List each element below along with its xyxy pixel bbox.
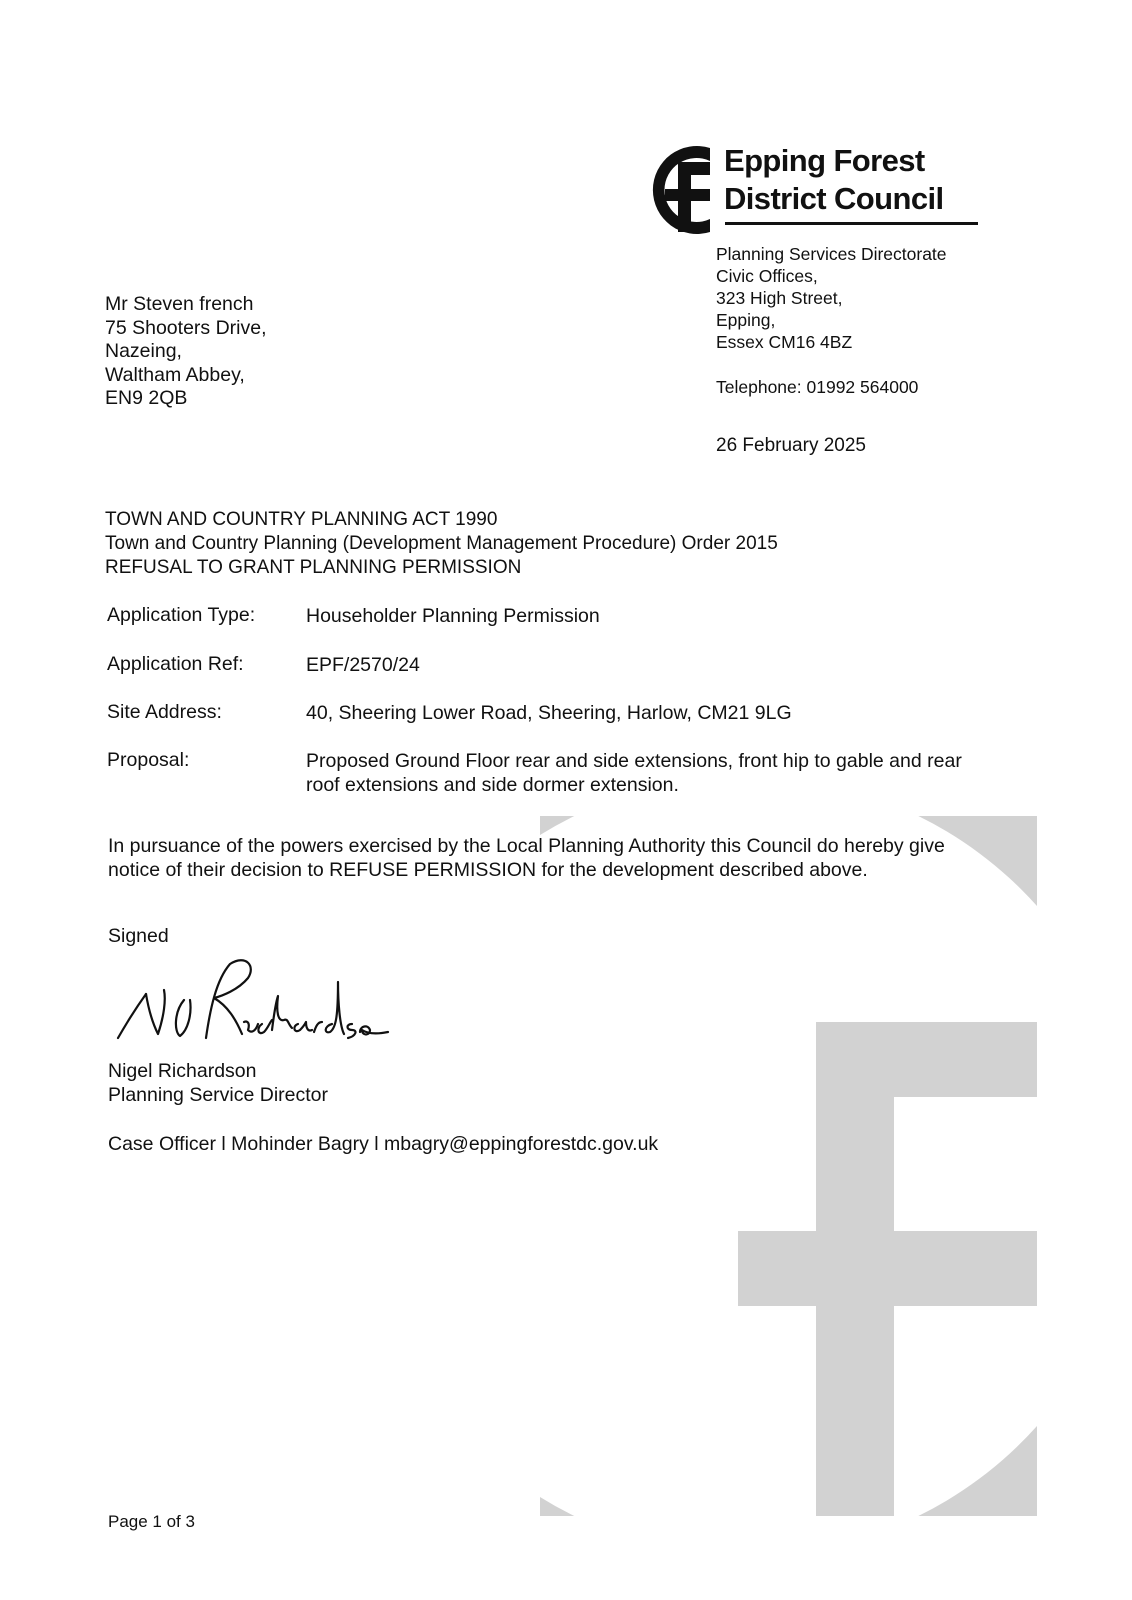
address-line: Planning Services Directorate xyxy=(716,244,947,264)
council-logo xyxy=(638,140,978,236)
recipient-line: Mr Steven french xyxy=(105,293,254,315)
recipient-line: Waltham Abbey, xyxy=(105,363,245,386)
address-line: Epping, xyxy=(716,310,776,330)
site-address-label: Site Address: xyxy=(107,701,222,723)
recipient-address xyxy=(105,293,267,411)
council-name-line: District Council xyxy=(724,181,944,216)
heading-line: Town and Country Planning (Development Management Procedure) Order 2015 xyxy=(105,533,778,554)
council-emblem-icon xyxy=(638,140,718,236)
signed-label: Signed xyxy=(108,925,169,947)
logo-underline xyxy=(725,222,978,225)
application-ref-value: EPF/2570/24 xyxy=(306,654,420,676)
proposal-label: Proposal: xyxy=(107,749,190,771)
council-name-line: Epping Forest xyxy=(724,143,925,178)
signatory-name: Nigel Richardson xyxy=(108,1060,257,1082)
page-number: Page 1 of 3 xyxy=(108,1512,195,1531)
letter-heading xyxy=(105,508,778,580)
letter-date: 26 February 2025 xyxy=(716,435,866,456)
application-type-value: Householder Planning Permission xyxy=(306,605,600,627)
address-line: Essex CM16 4BZ xyxy=(716,332,853,352)
decision-statement xyxy=(108,834,945,882)
council-name xyxy=(724,142,943,218)
proposal-value xyxy=(306,749,962,797)
site-address-value: 40, Sheering Lower Road, Sheering, Harlow, CM21 9LG xyxy=(306,702,792,724)
recipient-line: Nazeing, xyxy=(105,340,182,362)
council-watermark-logo xyxy=(540,816,1060,1516)
proposal-line: roof extensions and side dormer extension. xyxy=(306,774,679,796)
proposal-line: Proposed Ground Floor rear and side extensions, front hip to gable and rear xyxy=(306,750,962,772)
recipient-line: 75 Shooters Drive, xyxy=(105,316,267,339)
decision-line: In pursuance of the powers exercised by the Local Planning Authority this Council do hereby give xyxy=(108,835,945,857)
case-officer-contact: Case Officer l Mohinder Bagry l mbagry@eppingforestdc.gov.uk xyxy=(108,1133,659,1155)
application-type-label: Application Type: xyxy=(107,604,256,626)
recipient-line: EN9 2QB xyxy=(105,387,188,409)
heading-line: TOWN AND COUNTRY PLANNING ACT 1990 xyxy=(105,509,498,530)
address-line: 323 High Street, xyxy=(716,288,843,308)
heading-line: REFUSAL TO GRANT PLANNING PERMISSION xyxy=(105,557,522,578)
address-line: Civic Offices, xyxy=(716,266,818,286)
telephone: Telephone: 01992 564000 xyxy=(716,377,919,397)
signatory-title: Planning Service Director xyxy=(108,1083,329,1106)
application-ref-label: Application Ref: xyxy=(107,653,244,675)
handwritten-signature xyxy=(112,950,392,1060)
sender-address xyxy=(716,243,947,353)
signatory xyxy=(108,1060,328,1107)
decision-line: notice of their decision to REFUSE PERMISSION for the development described above. xyxy=(108,859,868,881)
